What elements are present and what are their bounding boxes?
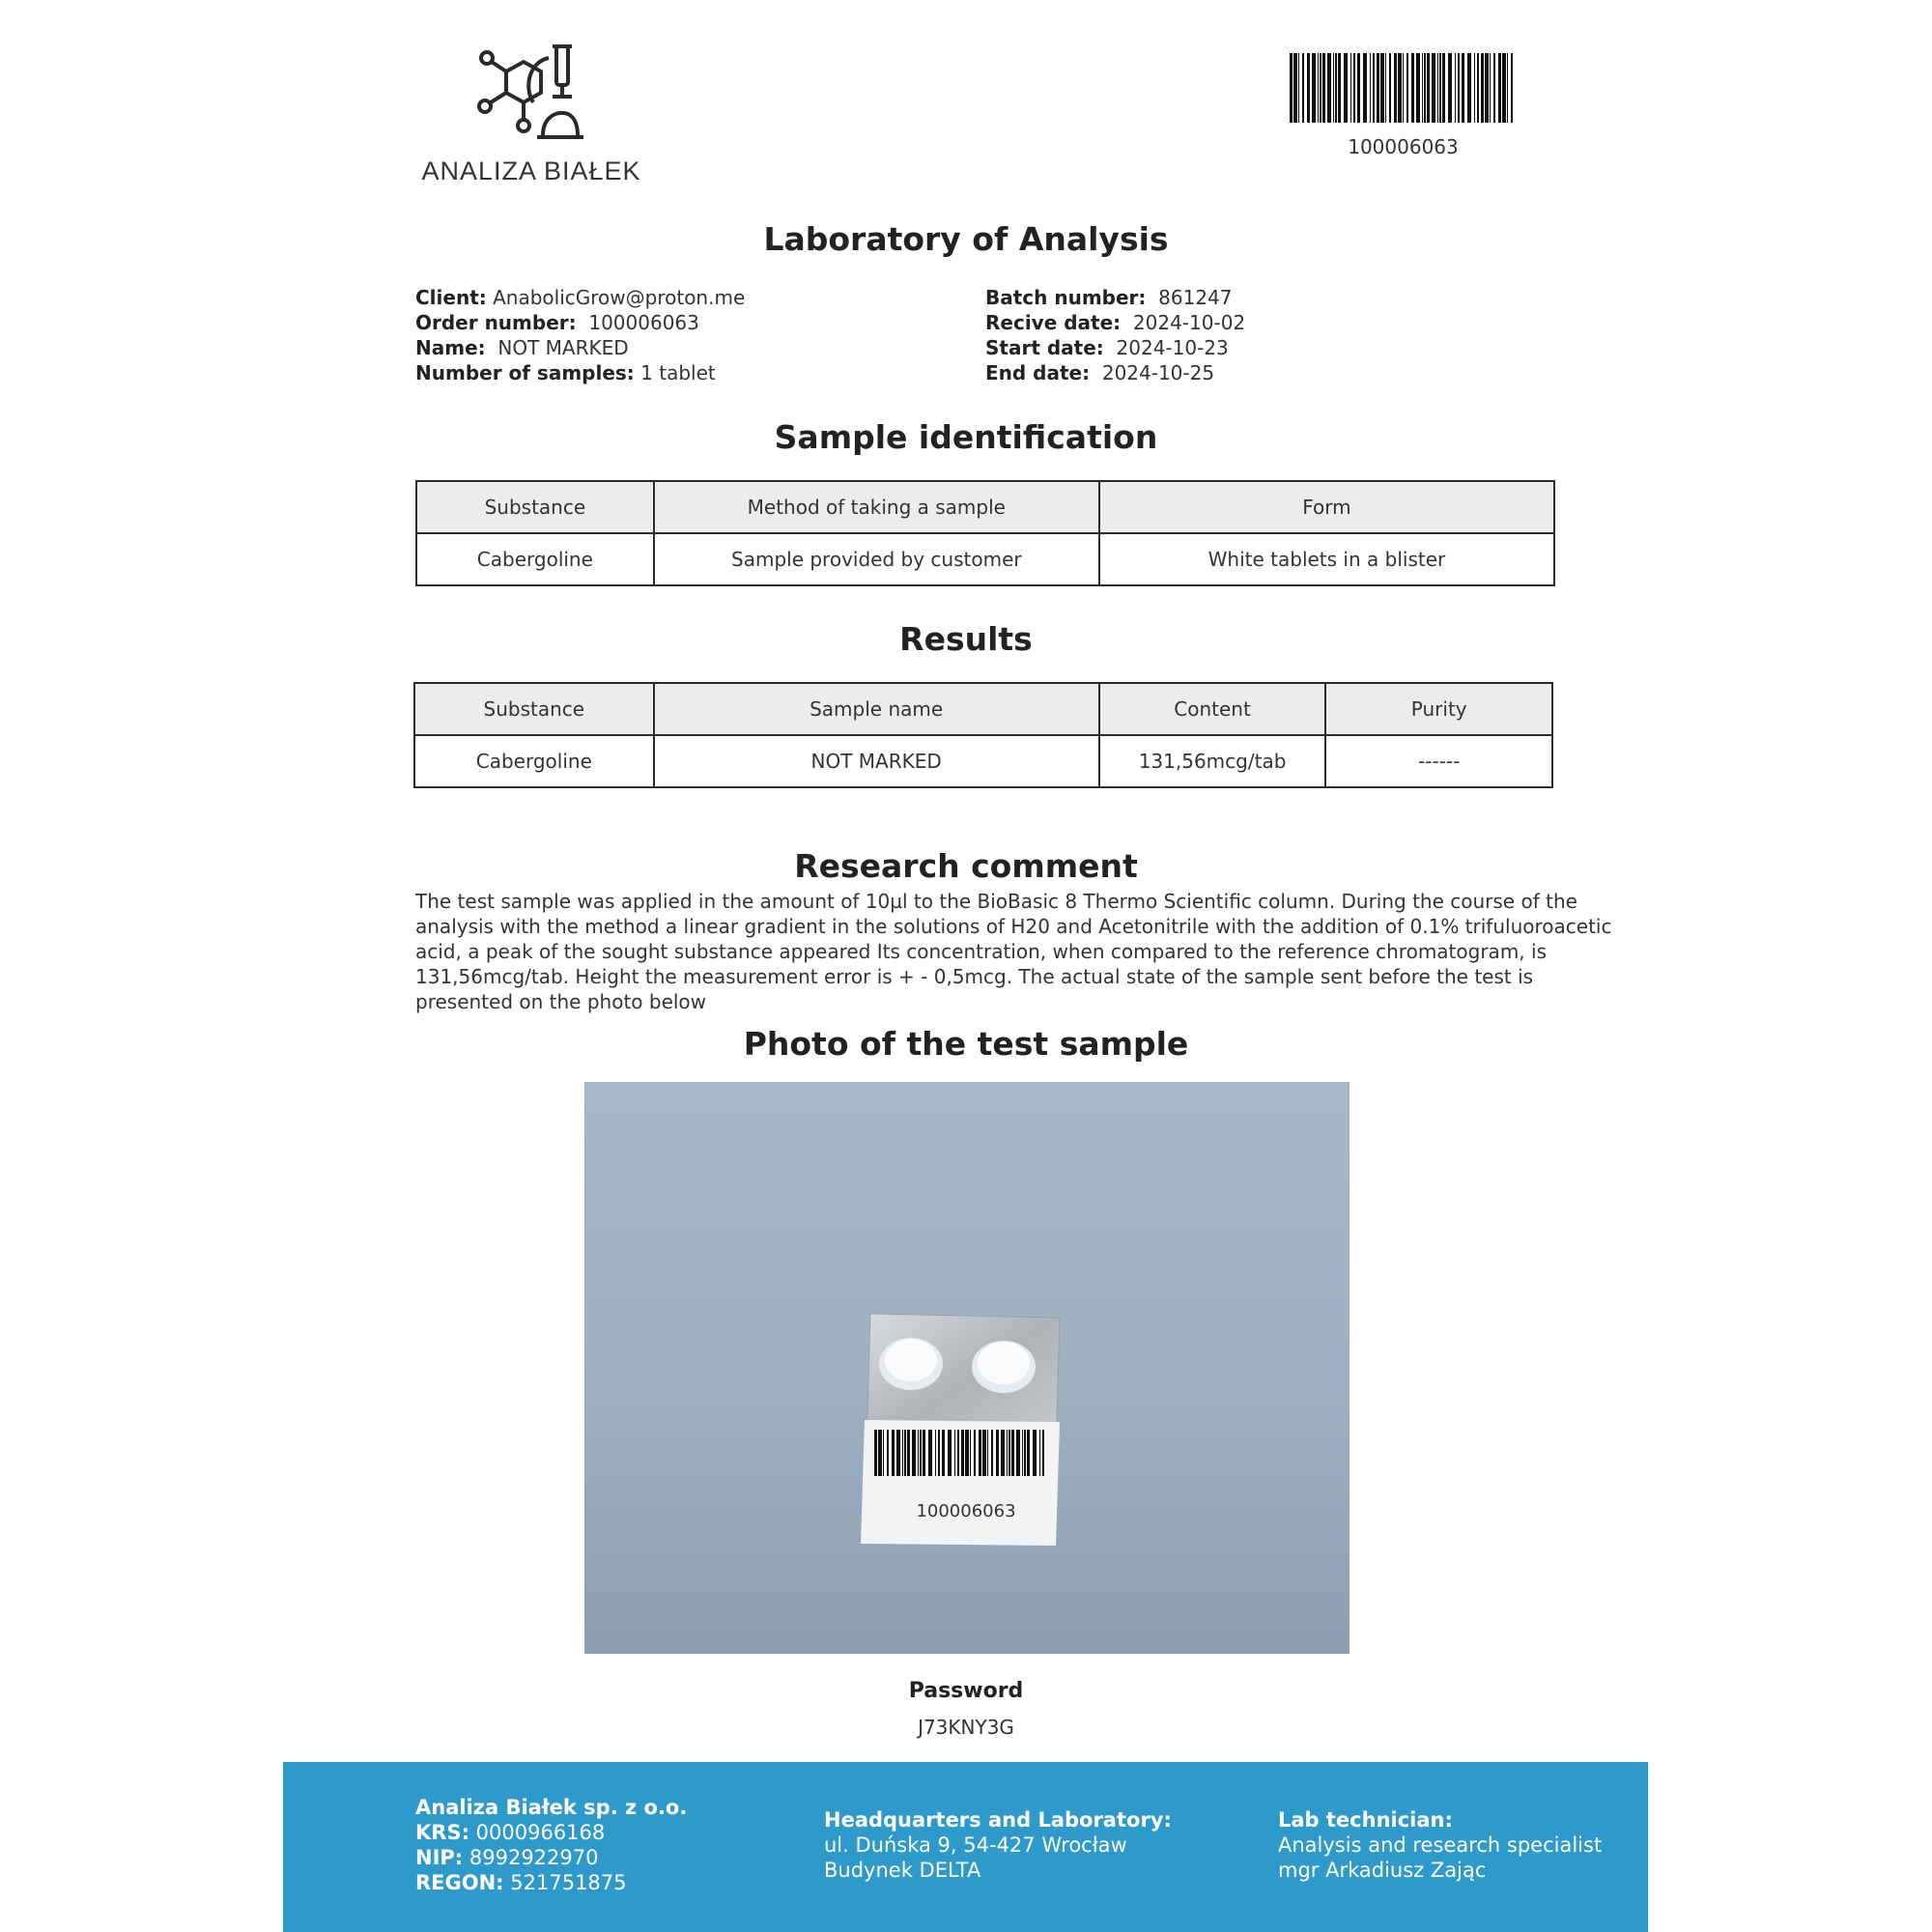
molecule-microscope-icon (473, 39, 599, 145)
info-right (985, 285, 1245, 385)
client-line (415, 285, 745, 310)
page-title: Laboratory of Analysis (763, 220, 1169, 258)
table-cell: NOT MARKED (654, 735, 1099, 787)
samples-line (415, 360, 745, 385)
name-label: Name: (415, 336, 486, 359)
krs-value: 0000966168 (475, 1821, 606, 1844)
name-line (415, 335, 745, 360)
batch-label: Batch number: (985, 286, 1147, 309)
nip-value: 8992922970 (469, 1846, 599, 1869)
order-label: Order number: (415, 311, 577, 334)
table-header-cell: Purity (1325, 683, 1552, 735)
table-row (414, 735, 1552, 787)
comment-text: The test sample was applied in the amount of 10µl to the BioBasic 8 Thermo Scientific column. During the course of the analysis with the method a linear gradient in the solutions of H20 and Acetonitrile with the addition of 0.1% trifuluoroacetic acid, a peak of the sought substance appeared Its concentration, when compared to the reference chromatogram, is 131,56mcg/tab. Height the measurement error is + - 0,5mcg. The actual state of the sample sent before the test is presented on the photo below (415, 890, 1612, 1013)
receive-value: 2024-10-02 (1132, 311, 1246, 334)
table-cell: Cabergoline (414, 735, 654, 787)
technician-title: Lab technician: (1278, 1808, 1453, 1832)
table-header-cell: Method of taking a sample (654, 481, 1099, 533)
nip-label: NIP: (415, 1846, 464, 1869)
photo-barcode-number: 100006063 (916, 1501, 1016, 1521)
name-value: NOT MARKED (497, 336, 629, 359)
photo-title: Photo of the test sample (743, 1025, 1189, 1063)
table-cell: Cabergoline (416, 533, 654, 585)
sample-photo (584, 1082, 1350, 1654)
barcode (1290, 53, 1517, 127)
table-header-row (416, 481, 1554, 533)
client-label: Client: (415, 286, 487, 309)
table-cell: Sample provided by customer (654, 533, 1099, 585)
hq-address: ul. Duńska 9, 54-427 Wrocław (824, 1833, 1127, 1857)
batch-value: 861247 (1158, 286, 1233, 309)
logo-text: ANALIZA BIAŁEK (421, 156, 641, 185)
regon-label: REGON: (415, 1871, 504, 1894)
table-header-cell: Content (1099, 683, 1326, 735)
table-row (416, 533, 1554, 585)
samples-value: 1 tablet (640, 361, 716, 384)
footer-technician-block (1278, 1807, 1602, 1883)
order-value: 100006063 (588, 311, 699, 334)
footer-company-name: Analiza Białek sp. z o.o. (415, 1796, 688, 1819)
comment-title: Research comment (794, 847, 1138, 885)
results-table (413, 682, 1553, 788)
technician-name: mgr Arkadiusz Zając (1278, 1859, 1487, 1882)
regon-value: 521751875 (510, 1871, 627, 1894)
table-header-row (414, 683, 1552, 735)
end-label: End date: (985, 361, 1091, 384)
identification-table (415, 480, 1555, 586)
table-header-cell: Substance (414, 683, 654, 735)
batch-line (985, 285, 1245, 310)
barcode-image (1290, 53, 1517, 123)
start-line (985, 335, 1245, 360)
start-label: Start date: (985, 336, 1104, 359)
client-value: AnabolicGrow@proton.me (493, 286, 746, 309)
table-header-cell: Substance (416, 481, 654, 533)
footer (283, 1762, 1648, 1932)
table-cell: ------ (1325, 735, 1552, 787)
password-label: Password (908, 1679, 1024, 1703)
receive-label: Recive date: (985, 311, 1122, 334)
order-line (415, 310, 745, 335)
company-logo (415, 39, 647, 193)
table-header-cell: Form (1099, 481, 1554, 533)
footer-company-block (415, 1795, 687, 1895)
hq-building: Budynek DELTA (824, 1859, 981, 1882)
password-value: J73KNY3G (918, 1716, 1014, 1739)
barcode-number: 100006063 (1348, 135, 1459, 158)
samples-label: Number of samples: (415, 361, 635, 384)
hq-title: Headquarters and Laboratory: (824, 1808, 1172, 1832)
info-left (415, 285, 745, 385)
results-title: Results (899, 620, 1033, 658)
footer-hq-block (824, 1807, 1172, 1883)
table-cell: 131,56mcg/tab (1099, 735, 1326, 787)
blister-pack-image (584, 1082, 1350, 1654)
receive-line (985, 310, 1245, 335)
krs-label: KRS: (415, 1821, 469, 1844)
end-value: 2024-10-25 (1101, 361, 1215, 384)
end-line (985, 360, 1245, 385)
table-cell: White tablets in a blister (1099, 533, 1554, 585)
table-header-cell: Sample name (654, 683, 1099, 735)
start-value: 2024-10-23 (1116, 336, 1229, 359)
identification-title: Sample identification (774, 418, 1158, 456)
technician-role: Analysis and research specialist (1278, 1833, 1603, 1857)
